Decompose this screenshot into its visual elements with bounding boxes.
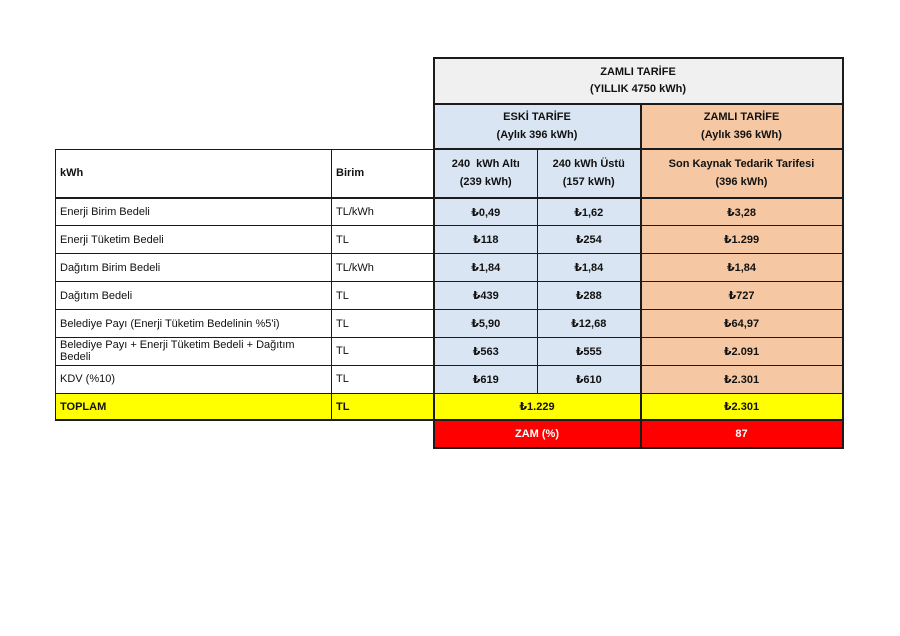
row-value-old-over240: ₺254 xyxy=(538,226,641,254)
row-unit: TL xyxy=(332,337,434,365)
row-value-old-over240: ₺555 xyxy=(538,337,641,365)
group-header-old-line1: ESKİ TARİFE xyxy=(503,111,571,124)
col-header-birim: Birim xyxy=(332,149,434,198)
total-value-new: ₺2.301 xyxy=(641,393,843,420)
row-value-old-under240: ₺619 xyxy=(434,365,538,393)
group-header-old-line2: (Aylık 396 kWh) xyxy=(496,128,578,141)
row-value-new: ₺2.091 xyxy=(641,337,843,365)
row-label: Enerji Tüketim Bedeli xyxy=(56,226,332,254)
empty-bottom-left-area xyxy=(56,420,434,448)
row-value-new: ₺3,28 xyxy=(641,198,843,226)
row-value-new: ₺2.301 xyxy=(641,365,843,393)
col-header-old-under240-line2: (239 kWh) xyxy=(459,175,512,188)
group-header-old-tariff xyxy=(434,104,641,149)
row-label: Enerji Birim Bedeli xyxy=(56,198,332,226)
row-label: Belediye Payı (Enerji Tüketim Bedelinin %5'i) xyxy=(56,310,332,338)
row-value-old-under240: ₺563 xyxy=(434,337,538,365)
row-unit: TL xyxy=(332,226,434,254)
increase-value: 87 xyxy=(641,420,843,448)
total-unit: TL xyxy=(332,393,434,420)
table-row xyxy=(56,365,843,393)
empty-top-left-area xyxy=(56,58,434,149)
row-value-new: ₺1,84 xyxy=(641,254,843,282)
row-unit: TL/kWh xyxy=(332,254,434,282)
tariff-comparison-table xyxy=(55,57,844,449)
table-row xyxy=(56,198,843,226)
row-unit: TL xyxy=(332,365,434,393)
row-value-old-under240: ₺1,84 xyxy=(434,254,538,282)
col-header-new-sonkaynak xyxy=(641,149,843,198)
table-row xyxy=(56,226,843,254)
row-value-old-under240: ₺0,49 xyxy=(434,198,538,226)
col-header-kwh: kWh xyxy=(56,149,332,198)
row-value-new: ₺727 xyxy=(641,282,843,310)
col-header-old-over240-line2: (157 kWh) xyxy=(562,175,615,188)
row-label: Belediye Payı + Enerji Tüketim Bedeli + Dağıtım Bedeli xyxy=(56,337,332,365)
row-value-old-over240: ₺12,68 xyxy=(538,310,641,338)
row-value-old-over240: ₺1,62 xyxy=(538,198,641,226)
row-label: Dağıtım Birim Bedeli xyxy=(56,254,332,282)
group-header-new-line1: ZAMLI TARİFE xyxy=(703,111,780,124)
group-header-new-line2: (Aylık 396 kWh) xyxy=(701,128,782,141)
row-label: Dağıtım Bedeli xyxy=(56,282,332,310)
row-unit: TL/kWh xyxy=(332,198,434,226)
table-row xyxy=(56,337,843,365)
col-header-new-sonkaynak-line1: Son Kaynak Tedarik Tarifesi xyxy=(668,158,815,171)
group-header-new-tariff xyxy=(641,104,843,149)
row-value-new: ₺64,97 xyxy=(641,310,843,338)
row-value-old-under240: ₺118 xyxy=(434,226,538,254)
col-header-new-sonkaynak-line2: (396 kWh) xyxy=(715,175,768,188)
row-unit: TL xyxy=(332,282,434,310)
table-row xyxy=(56,310,843,338)
row-value-old-over240: ₺610 xyxy=(538,365,641,393)
col-header-old-over240-line1: 240 kWh Üstü xyxy=(552,158,625,171)
row-unit: TL xyxy=(332,310,434,338)
col-header-old-under240 xyxy=(434,149,538,198)
total-value-old: ₺1.229 xyxy=(434,393,641,420)
col-header-old-over240 xyxy=(538,149,641,198)
increase-label: ZAM (%) xyxy=(434,420,641,448)
row-value-old-over240: ₺1,84 xyxy=(538,254,641,282)
table-title-line2: (YILLIK 4750 kWh) xyxy=(590,83,686,95)
total-row xyxy=(56,393,843,420)
col-header-old-under240-line1: 240 kWh Altı xyxy=(451,158,520,171)
increase-row xyxy=(56,420,843,448)
table-title-line1: ZAMLI TARİFE xyxy=(600,65,676,78)
table-title-cell xyxy=(434,58,843,104)
total-label: TOPLAM xyxy=(56,393,332,420)
row-value-old-under240: ₺5,90 xyxy=(434,310,538,338)
row-value-old-under240: ₺439 xyxy=(434,282,538,310)
row-value-old-over240: ₺288 xyxy=(538,282,641,310)
table-row xyxy=(56,282,843,310)
row-value-new: ₺1.299 xyxy=(641,226,843,254)
table-row xyxy=(56,254,843,282)
row-label: KDV (%10) xyxy=(56,365,332,393)
